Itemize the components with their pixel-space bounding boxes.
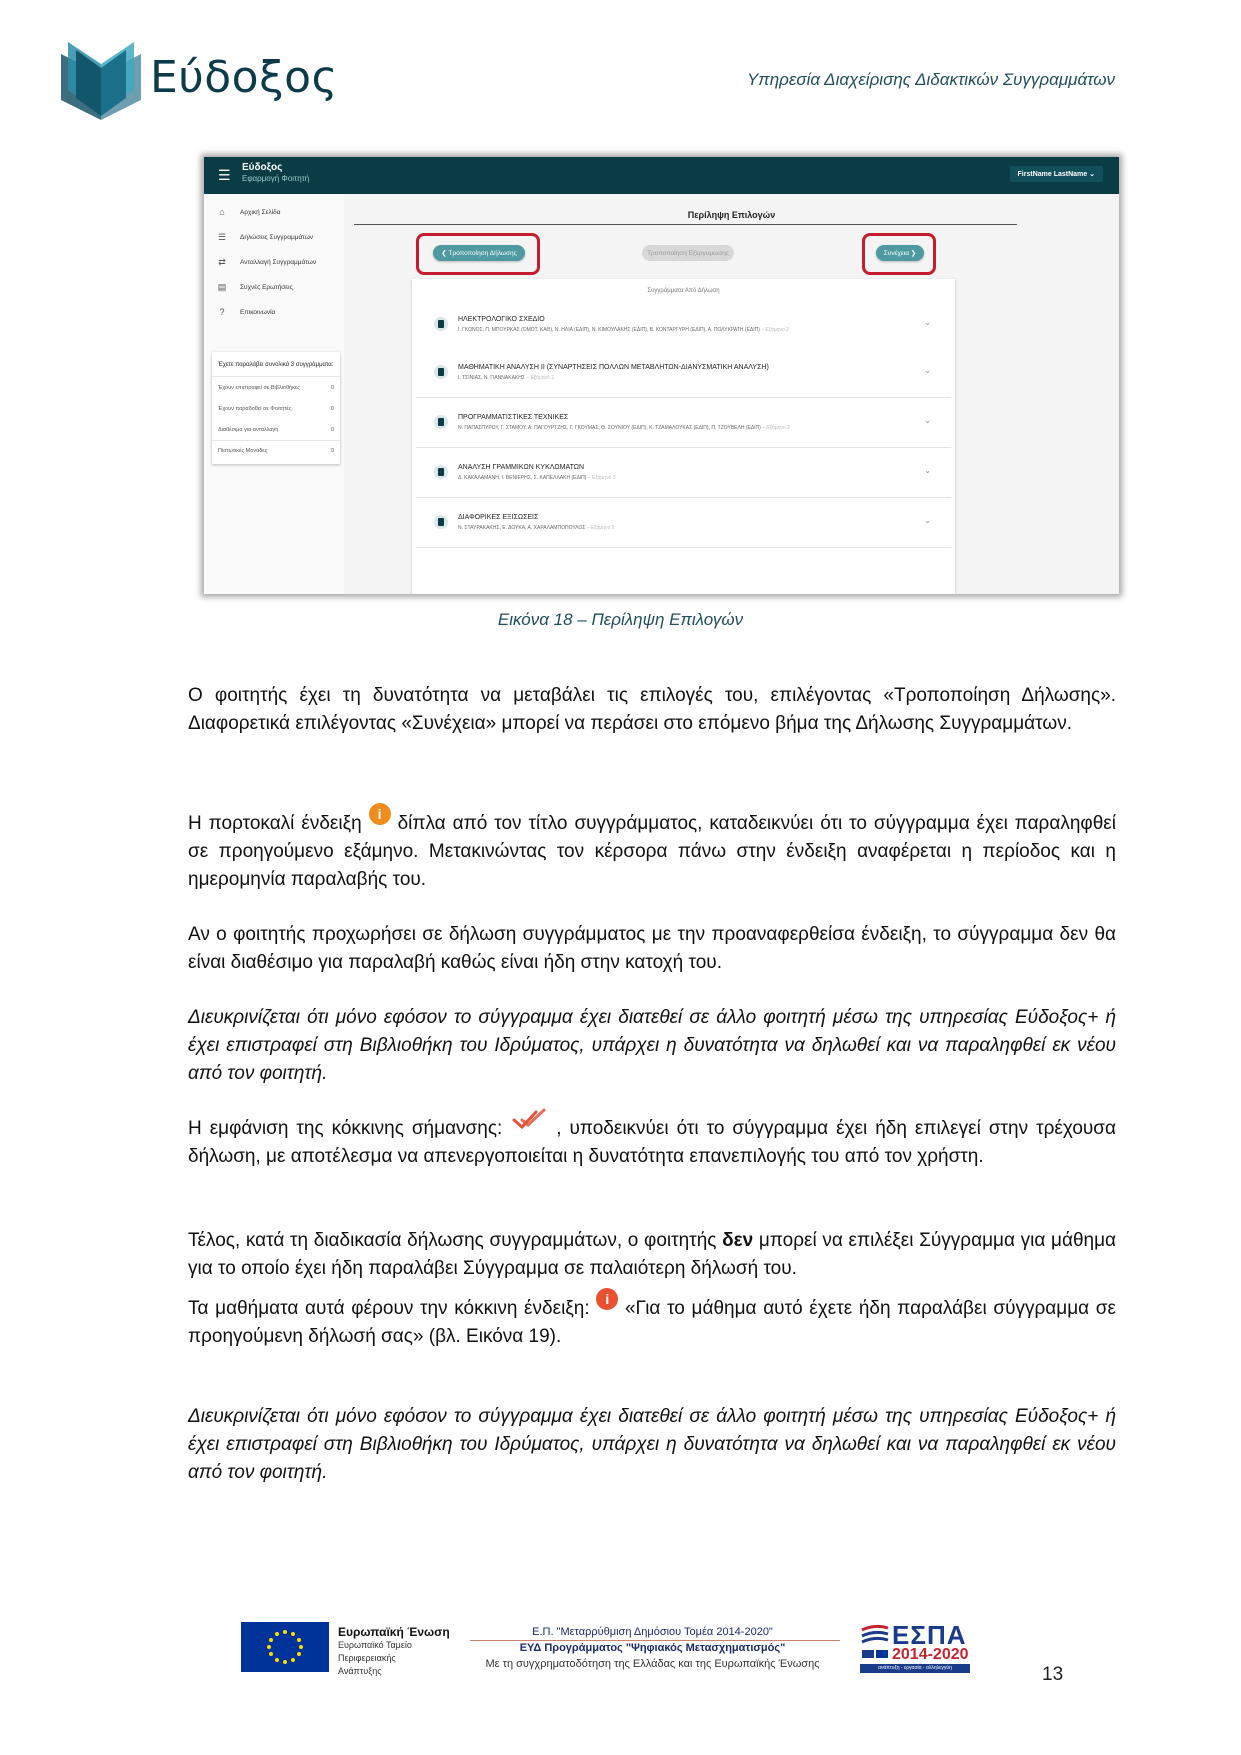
authors-text: Ν. ΣΤΑΥΡΑΚΑΚΗΣ, Ε. ΔΟΥΚΑ, Α. ΧΑΡΑΛΑΜΠΟΠΟΥΛΟΣ [458,525,586,531]
chevron-down-icon: ⌄ [1089,171,1095,178]
button-label: Τροποποίηση Εξεργυμωσης [647,249,729,257]
sidebar-item-contact[interactable] [204,301,344,323]
app-name: Εύδοξος [242,162,283,173]
sidebar-item-home[interactable] [204,201,344,223]
eu-fund-line: Περιφερειακής [338,1653,396,1663]
paragraph-text: Τέλος, κατά τη διαδικασία δήλωσης συγγραμμάτων, ο φοιτητής [188,1230,723,1251]
figure-caption: Εικόνα 18 – Περίληψη Επιλογών [497,610,744,629]
chevron-left-icon: ❮ [441,250,449,257]
authors-text: Ν. ΠΑΠΑΣΠΥΡΟΥ, Γ. ΣΤΑΜΟΥ, Α. ΠΑΓΟΥΡΤΖΗΣ, Γ. ΓΚΟΥΜΑΣ, Θ. ΣΟΥΝΙΟΥ (ΕΔΙΠ), Κ. ΤΖΑΜΑΛΟΥΚΑΣ (ΕΔΙΠ), Π. ΤΖΟΥΒΕΛΗ (ΕΔΙΠ) [458,425,761,431]
button-label: Συνέχεια [883,249,909,257]
stat-row [218,406,334,412]
swap-icon: ⇄ [218,256,226,267]
book-authors [458,425,790,431]
book-icon [434,365,448,379]
stat-value: 0 [330,427,334,433]
paragraph [188,1290,1116,1351]
sidebar-item-label: Συχνές Ερωτήσεις [240,283,293,291]
page-number: 13 [1042,1664,1064,1685]
book-item[interactable] [416,449,951,498]
divider [354,224,1017,225]
home-icon: ⌂ [219,207,225,217]
note-paragraph: Διευκρινίζεται ότι μόνο εφόσον το σύγγραμμα έχει διατεθεί σε άλλο φοιτητή μέσω της υπηρεσίας Εύδοξος+ ή έχει επιστραφεί στη Βιβλιοθήκη του Ιδρύματος, υπάρχει η δυνατότητα να δηλωθεί και να παραληφθεί εκ νέου από τον φοιτητή. [188,1007,1116,1084]
stat-row [218,448,334,454]
stats-title: Έχετε παραλάβει συνολικά 3 συγγράμματα: [218,362,334,368]
authors-text: Ι. ΤΣΙΝΙΑΣ, Ν. ΓΙΑΝΝΑΚΑΚΗΣ [458,375,525,381]
book-item[interactable] [416,399,951,448]
help-icon: ? [219,307,225,317]
programme-line: ΕΥΔ Προγράμματος "Ψηφιακός Μετασχηματισμός" [519,1642,786,1654]
chevron-down-icon[interactable]: ⌄ [924,466,931,475]
note-paragraph: Διευκρινίζεται ότι μόνο εφόσον το σύγγραμμα έχει διατεθεί σε άλλο φοιτητή μέσω της υπηρεσίας Εύδοξος+ ή έχει επιστραφεί στη Βιβλιοθήκη του Ιδρύματος, υπάρχει η δυνατότητα να δηλωθεί και να παραληφθεί εκ νέου από τον φοιτητή. [188,1406,1116,1483]
paragraph-text: Τα μαθήματα αυτά φέρουν την κόκκινη ένδειξη: [188,1298,597,1319]
book-icon [434,515,448,529]
eu-flag-logo [241,1622,329,1672]
espa-slogan: ανάπτυξη - εργασία - αλληλεγγύη [860,1664,970,1673]
forum-icon: ▤ [217,281,227,292]
list-icon: ☰ [217,231,227,242]
paragraph-text: Η εμφάνιση της κόκκινης σήμανσης: [188,1118,511,1139]
book-item[interactable] [416,349,951,398]
book-semester: – Εξάμηνο 2 [760,425,790,431]
sidebar-item-label: Ανταλλαγή Συγγραμμάτων [240,258,317,266]
espa-years: 2014-2020 [892,1646,969,1663]
paragraph [188,1115,1116,1171]
book-icon [434,415,448,429]
service-title: Υπηρεσία Διαχείρισης Διδακτικών Συγγραμμάτων [746,70,1115,89]
authors-text: Δ. ΚΑΚΑΛΑΜΑΝΗ, Ι. ΒΕΝΙΕΡΗΣ, Σ. ΚΑΠΕΛΛΑΚΗ (ΕΔΙΠ) [458,475,587,481]
user-name: FirstName LastName [1017,171,1088,178]
book-title: ΔΙΑΦΟΡΙΚΕΣ ΕΞΙΣΩΣΕΙΣ [458,514,539,521]
stat-label: Έχουν επιστραφεί σε Βιβλιοθήκες [218,385,300,391]
authors-text: Ι. ΓΚΟΝΟΣ, Π. ΜΠΟΥΡΚΑΣ (ΟΜΟΤ. ΚΑΘ), Ν. ΗΛΙΑ (ΕΔΙΠ), Ν. ΚΙΜΟΥΛΑΚΗΣ (ΕΔΙΠ), Β. ΚΟΝΤΑΡΓΥΡΗ (ΕΔΙΠ), Α. ΠΟΛΥΚΡΑΤΗ (ΕΔΙΠ) [458,327,760,333]
stat-label: Πιστωτικές Μονάδες [218,448,268,454]
paragraph-text: δίπλα από τον τίτλο συγγράμματος, καταδεικνύει ότι το σύγγραμμα έχει παραληφθεί σε προηγούμενο εξάμηνο. Μετακινώντας τον κέρσορα πάνω στην ένδειξη αναφέρεται η περίοδος και η ημερομηνία παραλαβής του. [188,813,1116,890]
app-subtitle: Εφαρμογή Φοιτητή [242,174,310,183]
book-icon [434,465,448,479]
stat-label: Διαθέσιμα για ανταλλαγή [218,427,279,433]
chevron-down-icon[interactable]: ⌄ [924,366,931,375]
paragraph-text: , υποδεικνύει ότι το σύγγραμμα έχει ήδη επιλεγεί στην τρέχουσα δήλωση, με αποτέλεσμα να απενεργοποιείται η δυνατότητα επανεπιλογής του από τον χρήστη. [188,1118,1116,1167]
eudoxus-logo [56,32,346,122]
espa-flag-icon [860,1622,890,1662]
books-title: Συγγράμματα Από Δήλωση [647,288,720,294]
book-title: ΑΝΑΛΥΣΗ ΓΡΑΜΜΙΚΩΝ ΚΥΚΛΩΜΑΤΩΝ [458,464,585,471]
book-authors [458,375,554,381]
book-title: ΠΡΟΓΡΑΜΜΑΤΙΣΤΙΚΕΣ ΤΕΧΝΙΚΕΣ [458,414,569,421]
book-title: ΗΛΕΚΤΡΟΛΟΓΙΚΟ ΣΧΕΔΙΟ [458,316,545,323]
book-semester: – Εξάμηνο 2 [524,375,554,381]
user-menu-button[interactable] [1010,166,1103,182]
chevron-down-icon[interactable]: ⌄ [924,416,931,425]
emphasis-text: δεν [722,1230,754,1251]
page-heading: Περίληψη Επιλογών [687,210,776,220]
divider [212,440,340,441]
espa-logo [860,1620,970,1674]
divider [212,376,340,377]
paragraph: Ο φοιτητής έχει τη δυνατότητα να μεταβάλει τις επιλογές του, επιλέγοντας «Τροποποίηση Δήλωσης». Διαφορετικά επιλέγοντας «Συνέχεια» μπορεί να περάσει στο επόμενο βήμα της Δήλωσης Συγγραμμάτων. [188,685,1116,734]
sidebar-item-declarations[interactable] [204,226,344,248]
chevron-down-icon[interactable]: ⌄ [924,516,931,525]
eu-title: Ευρωπαϊκή Ένωση [338,1625,450,1639]
app-screenshot [204,157,1119,594]
programme-line: Με τη συγχρηματοδότηση της Ελλάδας και της Ευρωπαϊκής Ένωσης [485,1658,820,1670]
sidebar-item-label: Επικοινωνία [240,308,276,316]
book-icon [434,317,448,331]
stat-label: Έχουν παραδοθεί σε Φοιτητές [218,406,292,412]
eu-stars-icon [241,1622,329,1672]
paragraph: Αν ο φοιτητής προχωρήσει σε δήλωση συγγράμματος με την προαναφερθείσα ένδειξη, το σύγγραμμα δεν θα είναι διαθέσιμο για παραλαβή καθώς είναι ήδη στην κατοχή του. [188,924,1116,973]
hamburger-menu-icon[interactable]: ☰ [218,167,231,183]
book-title: ΜΑΘΗΜΑΤΙΚΗ ΑΝΑΛΥΣΗ ΙΙ (ΣΥΝΑΡΤΗΣΕΙΣ ΠΟΛΛΩΝ ΜΕΤΑΒΛΗΤΩΝ-ΔΙΑΝΥΣΜΑΤΙΚΗ ΑΝΑΛΥΣΗ) [458,364,769,371]
modify-declaration-button[interactable] [433,245,525,261]
book-authors [458,327,789,333]
app-bar [204,157,1119,194]
continue-button[interactable] [876,245,924,261]
book-semester: – Εξάμηνο 3 [586,475,616,481]
stat-row [218,427,334,433]
stat-value: 0 [330,448,334,454]
eu-text [338,1626,450,1678]
stat-value: 0 [330,385,334,391]
modify-exam-button[interactable] [642,245,734,261]
logo-text: Εύδοξος [150,51,338,103]
books-card [412,279,955,594]
button-label: Τροποποίηση Δήλωσης [448,249,517,257]
eu-fund-line: Ευρωπαϊκό Ταμείο [338,1640,412,1650]
book-logo-icon [56,34,146,120]
paragraph-text: μπορεί να επιλέξει Σύγγραμμα για μάθημα για το οποίο έχει ήδη παραλάβει Σύγγραμμα σε παλαιότερη δήλωσή του. [188,1230,1117,1279]
red-info-icon: i [596,1288,618,1310]
chevron-down-icon[interactable]: ⌄ [924,318,931,327]
book-item[interactable] [416,499,951,548]
stat-row [218,385,334,391]
book-item[interactable] [416,301,951,350]
stats-card [212,352,340,464]
book-semester: – Εξάμηνο 2 [759,327,789,333]
sidebar-item-label: Δηλώσεις Συγγραμμάτων [240,233,314,241]
stat-value: 0 [330,406,334,412]
book-semester: – Εξάμηνο 2 [585,525,615,531]
eu-fund-line: Ανάπτυξης [338,1666,382,1676]
sidebar-item-exchange[interactable] [204,251,344,273]
paragraph [188,805,1116,894]
sidebar [204,194,344,594]
chevron-right-icon: ❯ [908,250,917,257]
sidebar-item-faq[interactable] [204,276,344,298]
programme-text [455,1624,850,1672]
red-double-check-icon [510,1108,548,1134]
orange-info-icon: i [369,803,391,825]
book-authors [458,525,615,531]
paragraph-text: «Για το μάθημα αυτό έχετε ήδη παραλάβει σύγγραμμα σε προηγούμενη δήλωσή σας» (βλ. Εικόνα 19). [188,1298,1116,1347]
paragraph [188,1227,1116,1283]
programme-line: Ε.Π. "Μεταρρύθμιση Δημόσιου Τομέα 2014-2020" [532,1626,773,1638]
espa-title: ΕΣΠΑ [892,1620,967,1650]
book-authors [458,475,615,481]
main-content [344,194,1119,594]
paragraph-text: Η πορτοκαλί ένδειξη [188,813,369,834]
sidebar-item-label: Αρχική Σελίδα [240,208,281,216]
